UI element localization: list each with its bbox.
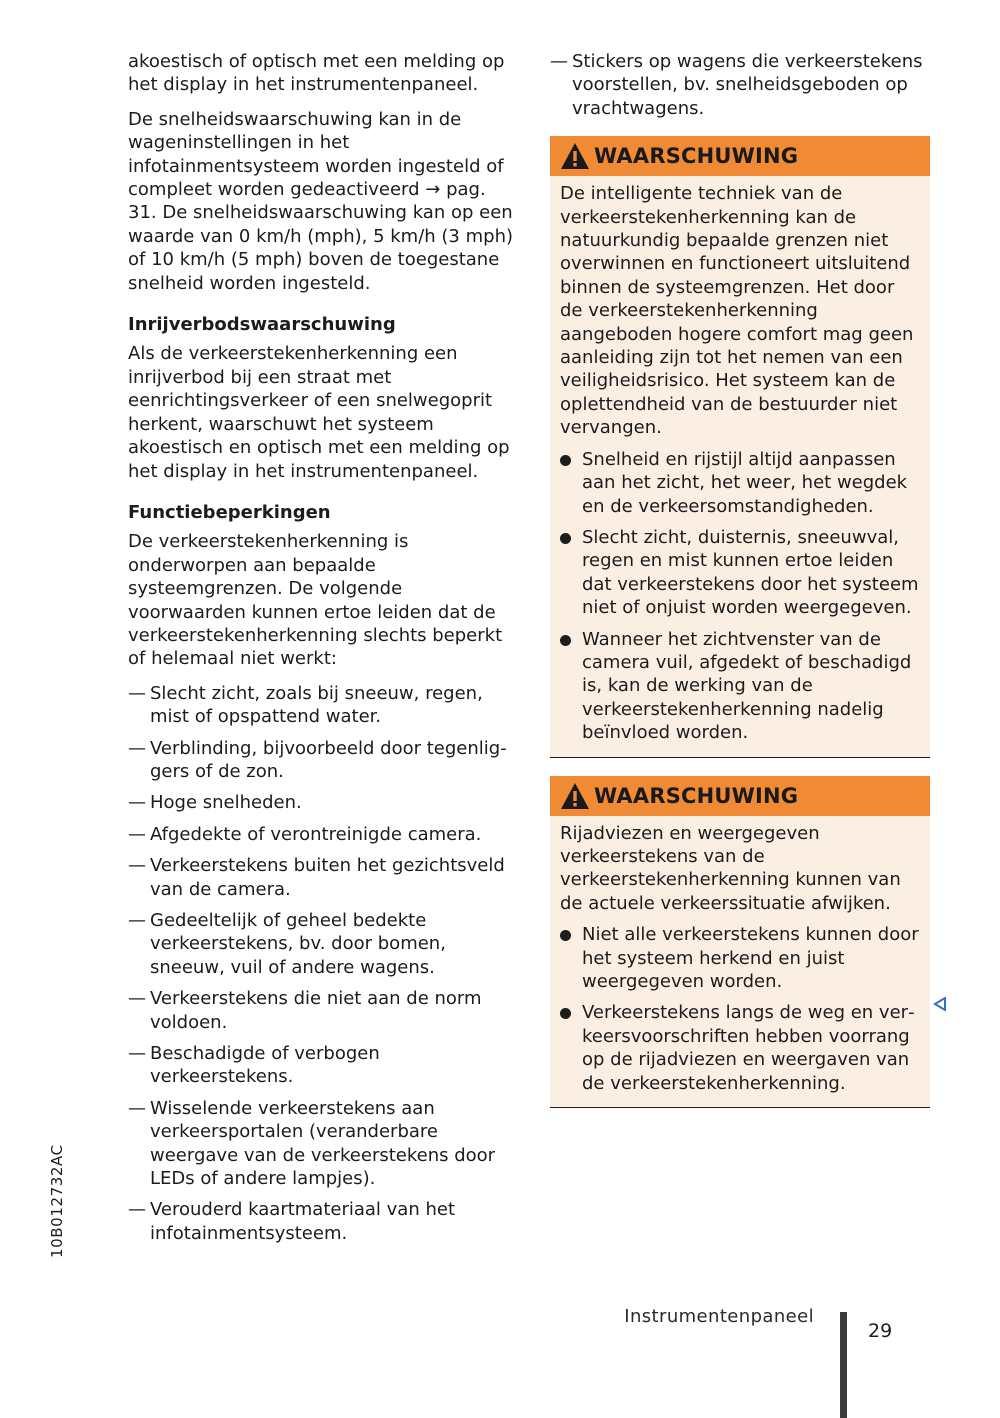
page-number: 29: [868, 1320, 893, 1342]
list-item: — Afgedekte of verontreinigde camera.: [128, 823, 482, 845]
no-entry-paragraph: Als de verkeerstekenherkenning een inrijverbod bij een straat met eenrichtingsverkeer of een snelwegoprit herkent, waarschuwt het systeem akoestisch en optisch met een melding op het display in het instrumentenpaneel.: [128, 343, 510, 482]
list-item: — Hoge snelheden.: [128, 792, 302, 814]
list-item: — Verblinding, bijvoorbeeld door tegenliggers of de zon.: [128, 737, 507, 782]
list-item: Niet alle verkeerstekens kunnen door het systeem herkend en juist weergegeven worden.: [560, 923, 922, 993]
list-item: Verkeerstekens langs de weg en verkeersvoorschriften hebben voorrang op de rijadviezen en weergaven van de verkeerstekenherkenning.: [560, 1001, 922, 1095]
warning-title: WAARSCHUWING: [594, 144, 799, 169]
intro-continued: akoestisch of optisch met een melding op het display in het instrumentenpaneel.: [128, 51, 505, 96]
limits-list: [128, 682, 518, 1246]
warning-bullets: [560, 448, 922, 745]
bullet-icon: [560, 1008, 571, 1019]
warning-header: [550, 136, 930, 176]
list-item: Wanneer het zichtvenster van de camera vuil, afgedekt of beschadigd is, kan de werking van de verkeerstekenherkenning nadelig beïnvloed worden.: [560, 628, 922, 745]
left-column: [128, 50, 518, 1253]
warning-bullets: [560, 923, 922, 1095]
limits-paragraph: De verkeerstekenherkenning is onderworpen aan bepaalde systeemgrenzen. De volgende voorwaarden kunnen ertoe leiden dat de verkeerstekenherkenning slechts beperkt of helemaal niet werkt:: [128, 531, 503, 670]
list-item: — Verkeerstekens buiten het gezichtsveld van de camera.: [128, 855, 505, 900]
warning-text: De intelligente techniek van de verkeerstekenherkenning kan de natuurkundig bepaalde grenzen niet overwinnen en functioneert uitsluitend binnen de systeemgrenzen. Het door de verkeerstekenherkenning aangeboden hogere comfort mag geen aanleiding zijn tot het nemen van een veiligheidsrisico. Het systeem kan de oplettendheid van de bestuurder niet vervangen.: [560, 183, 914, 439]
bullet-icon: [560, 533, 571, 544]
warning-body: [550, 176, 930, 756]
no-entry-heading: Inrijverbodswaarschuwing: [128, 314, 396, 336]
limits-list-continued: [550, 50, 930, 120]
footer-section-title: Instrumentenpaneel: [624, 1306, 814, 1327]
warning-body: [550, 816, 930, 1107]
list-item: — Slecht zicht, zoals bij sneeuw, regen, mist of opspattend water.: [128, 682, 483, 728]
warning-triangle-icon: [560, 782, 590, 810]
speed-warning-paragraph: De snelheidswaarschuwing kan in de wageninstellingen in het infotainmentsysteem worden ingesteld of compleet worden gedeactiveerd → pag. 31. De snelheidswaarschuwing kan op een waarde van 0 km/h (mph), 5 km/h (3 mph) of 10 km/h (5 mph) boven de toegestane snelheid worden ingesteld.: [128, 108, 513, 294]
list-item: Slecht zicht, duisternis, sneeuwval, regen en mist kunnen ertoe leiden dat verkeerstekens door het systeem niet of onjuist worden weergegeven.: [560, 526, 922, 620]
bullet-icon: [560, 930, 571, 941]
list-item: — Beschadigde of verbogen verkeerstekens.: [128, 1043, 380, 1088]
list-item: — Gedeeltelijk of geheel bedekte verkeerstekens, bv. door bomen, sneeuw, vuil of andere wagens.: [128, 910, 446, 978]
limits-heading: Functiebeperkingen: [128, 501, 331, 523]
warning-box-1: [550, 136, 930, 757]
bullet-icon: [560, 455, 571, 466]
warning-box-2: [550, 776, 930, 1108]
warning-text: Rijadviezen en weergegeven verkeerstekens van de verkeerstekenherkenning kunnen van de actuele verkeerssituatie afwijken.: [560, 822, 901, 914]
bullet-icon: [560, 635, 571, 646]
continue-arrow-icon: [933, 997, 947, 1011]
document-code: 10B012732AC: [48, 1144, 66, 1258]
footer-divider: [840, 1312, 847, 1418]
warning-title: WAARSCHUWING: [594, 783, 799, 808]
list-item: — Verouderd kaartmateriaal van het infotainmentsysteem.: [128, 1199, 456, 1244]
list-item: — Stickers op wagens die verkeerstekens voorstellen, bv. snelheidsgeboden op vrachtwagens.: [550, 51, 923, 119]
list-item: — Verkeerstekens die niet aan de norm voldoen.: [128, 988, 482, 1033]
warning-header: [550, 776, 930, 816]
right-column: [550, 50, 930, 1126]
list-item: Snelheid en rijstijl altijd aanpassen aan het zicht, het weer, het wegdek en de verkeersomstandigheden.: [560, 448, 922, 518]
list-item: — Wisselende verkeerstekens aan verkeersportalen (veranderbare weergave van de verkeerstekens door LEDs of andere lampjes).: [128, 1097, 496, 1190]
warning-triangle-icon: [560, 142, 590, 170]
